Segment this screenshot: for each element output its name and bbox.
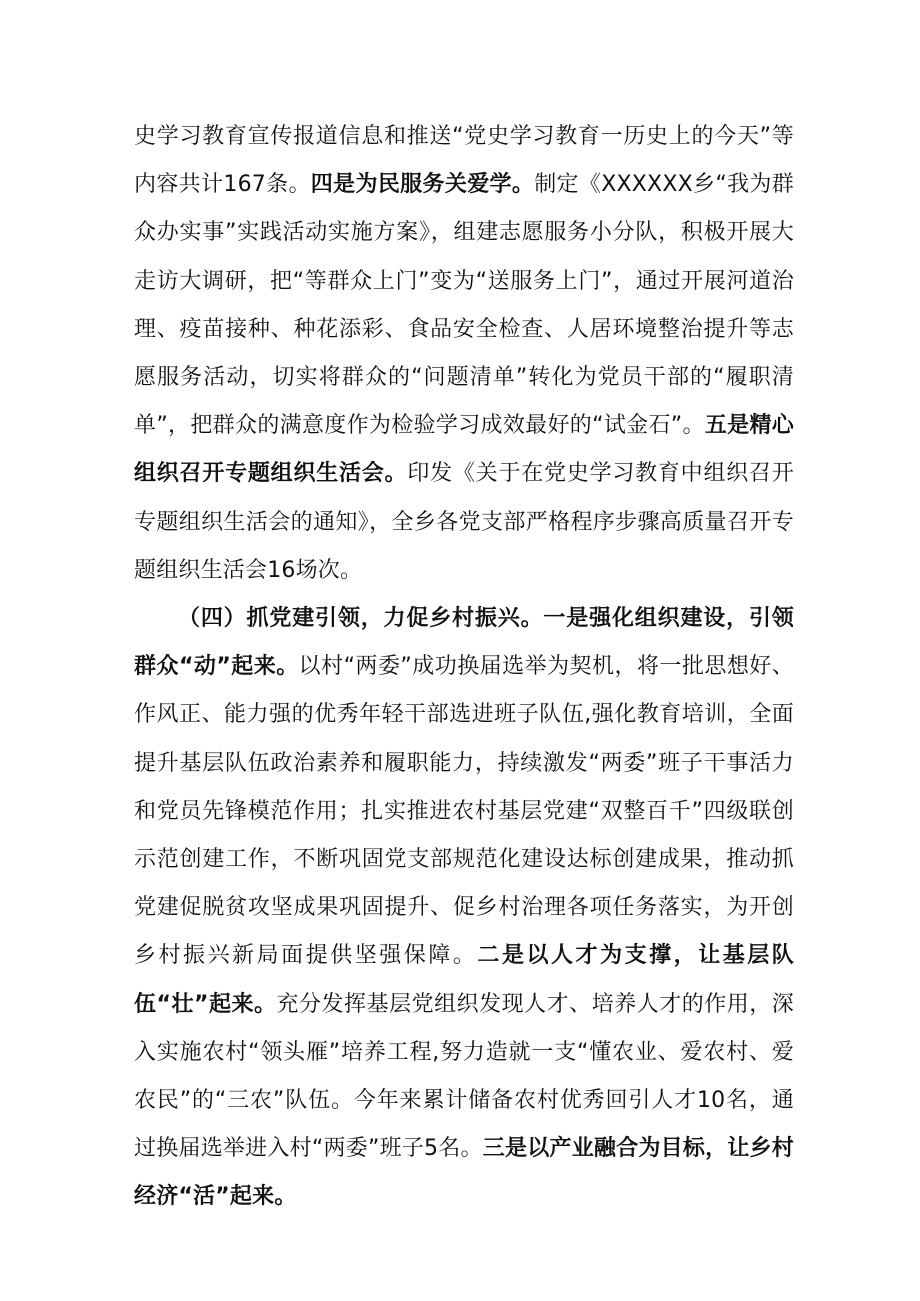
text-segment: 印发《关于在党史学习教育中组织召开专题组织生活会的通知》，全乡各党支部严格程序步骤高质量召开专题组织生活会16场次。 [134,461,794,583]
text-segment: 充分发挥基层党组织发现人才、培养人才的作用，深入实施农村“领头雁”培养工程,努力造就一支“懂农业、爱农村、爱农民”的“三农”队伍。今年来累计储备农村优秀回引人才10名，通过换届选举进入村“两委”班子5名。 [134,991,794,1162]
paragraph-party-history-education [134,113,794,595]
bold-heading-five: 五是精心组织召开专题组织生活会。 [134,413,794,487]
text-segment: 以村“两委”成功换届选举为契机，将一批思想好、作风正、能力强的优秀年轻干部选进班子队伍,强化教育培训，全面提升基层队伍政治素养和履职能力，持续激发“两委”班子干事活力和党员先锋模范作用；扎实推进农村基层党建“双整百千”四级联创示范创建工作，不断巩固党支部规范化建设达标创建成果，推动抓党建促脱贫攻坚成果巩固提升、促乡村治理各项任务落实，为开创乡村振兴新局面提供坚强保障。 [134,654,794,969]
text-segment: 史学习教育宣传报道信息和推送“党史学习教育一历史上的今天”等内容共计167条。 [134,124,794,198]
bold-heading-three: 三是以产业融合为目标，让乡村经济“活”起来。 [134,1136,794,1210]
bold-heading-two: 二是以人才为支撑，让基层队伍“壮”起来。 [134,943,794,1017]
document-body [134,113,794,1222]
section-heading-four: （四）抓党建引领，力促乡村振兴。一是强化组织建设，引领群众“动”起来。 [134,606,794,680]
paragraph-rural-revitalization [134,595,794,1222]
text-segment: 制定《XXXXXX乡“我为群众办实事”实践活动实施方案》，组建志愿服务小分队，积极开展大走访大调研，把“等群众上门”变为“送服务上门”，通过开展河道治理、疫苗接种、种花添彩、食品安全检查、人居环境整治提升等志愿服务活动，切实将群众的“问题清单”转化为党员干部的“履职清单”，把群众的满意度作为检验学习成效最好的“试金石”。 [134,172,794,439]
bold-heading-four: 四是为民服务关爱学。 [310,172,535,198]
